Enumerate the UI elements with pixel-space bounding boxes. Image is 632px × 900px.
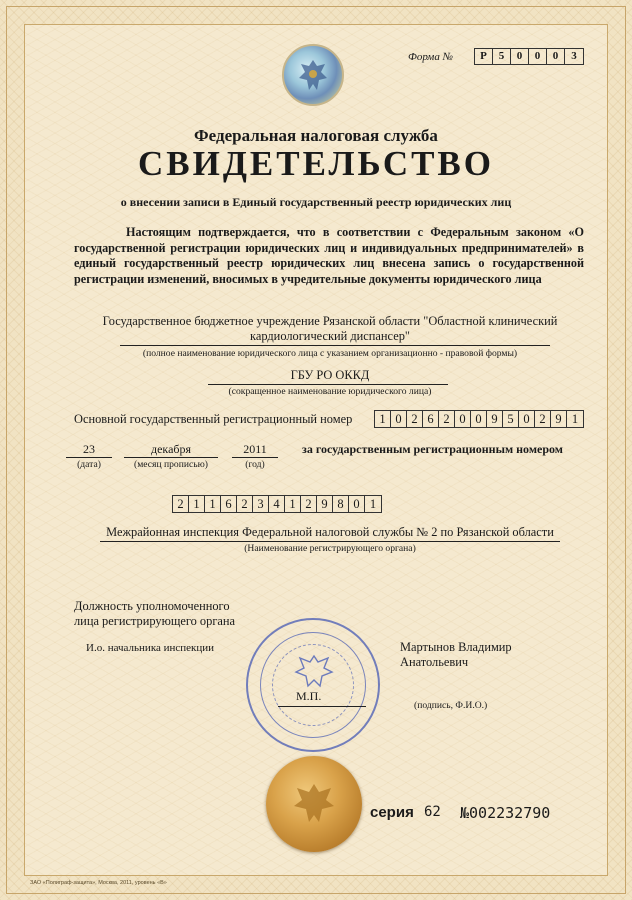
form-code-digit: 0: [547, 49, 565, 64]
divider: [120, 345, 550, 346]
grn-digit: 1: [205, 496, 221, 512]
position-value: И.о. начальника инспекции: [86, 642, 215, 654]
hologram-emblem-icon: [282, 44, 344, 106]
registration-number-label: за государственным регистрационным номером: [302, 442, 563, 456]
form-code-digit: 0: [511, 49, 529, 64]
position-label: [74, 599, 235, 629]
gold-seal-icon: [266, 756, 362, 852]
short-name-caption: (сокращенное наименование юридического лица): [228, 386, 432, 397]
organization-full-name: [80, 314, 580, 344]
registration-day: 23: [83, 442, 95, 456]
year-caption: (год): [245, 459, 265, 470]
grn-digit-boxes: [172, 495, 382, 513]
series-label: серия: [370, 804, 414, 821]
inspection-caption: (Наименование регистрирующего органа): [244, 543, 416, 554]
ogrn-digit: 0: [455, 411, 471, 427]
divider: [124, 457, 218, 458]
grn-digit: 9: [317, 496, 333, 512]
grn-digit: 2: [237, 496, 253, 512]
divider: [232, 457, 278, 458]
ogrn-digit: 1: [571, 412, 579, 426]
ogrn-digit: 5: [503, 411, 519, 427]
form-code-digit: 0: [529, 49, 547, 64]
agency-name: Федеральная налоговая служба: [194, 126, 438, 145]
full-name-caption: (полное наименование юридического лица с указанием организационно - правовой формы): [142, 348, 518, 359]
form-label: Форма №: [408, 51, 453, 63]
ogrn-digit: 9: [551, 411, 567, 427]
organization-short-name: ГБУ РО ОККД: [290, 368, 370, 382]
ogrn-digit: 2: [407, 411, 423, 427]
divider: [278, 706, 366, 707]
organization-full-name-line2: кардиологический диспансер": [250, 329, 410, 343]
ogrn-digit: 2: [439, 411, 455, 427]
form-code-digit: Р: [475, 49, 493, 64]
ogrn-digit: 2: [535, 411, 551, 427]
divider: [208, 384, 448, 385]
grn-digit: 2: [173, 496, 189, 512]
confirmation-paragraph: Настоящим подтверждается, что в соответствии с Федеральным законом «О государственной регистрации юридических лиц и индивидуальных предпринимателей» в единый государственный реестр юридических лиц внесена запись о государственной регистрации изменений, вносимых в учредительные документы юридического лица: [74, 225, 584, 286]
signature-caption: (подпись, Ф.И.О.): [414, 700, 488, 711]
grn-digit: 1: [285, 496, 301, 512]
inspection-name: Межрайонная инспекция Федеральной налоговой службы № 2 по Рязанской области: [106, 525, 554, 539]
grn-digit: 1: [369, 497, 377, 511]
grn-digit: 3: [253, 496, 269, 512]
grn-digit: 4: [269, 496, 285, 512]
form-code-digit: 3: [571, 50, 577, 62]
ogrn-digit: 0: [471, 411, 487, 427]
ogrn-digit-boxes: [374, 410, 584, 428]
grn-digit: 0: [349, 496, 365, 512]
grn-digit: 2: [301, 496, 317, 512]
signer-name-line1: Мартынов Владимир: [400, 640, 512, 654]
document-title: СВИДЕТЕЛЬСТВО: [137, 144, 495, 183]
position-label-line2: лица регистрирующего органа: [74, 614, 236, 628]
ogrn-digit: 0: [519, 411, 535, 427]
grn-digit: 1: [189, 496, 205, 512]
grn-digit: 8: [333, 496, 349, 512]
position-label-line1: Должность уполномоченного: [74, 599, 230, 613]
signer-name: [400, 640, 512, 670]
signer-name-line2: Анатольевич: [400, 655, 469, 669]
registration-year: 2011: [243, 442, 267, 456]
organization-full-name-line1: Государственное бюджетное учреждение Рязанской области "Областной клинический: [102, 314, 558, 328]
serial-number: №002232790: [460, 804, 551, 822]
divider: [100, 541, 560, 542]
form-code-boxes: [474, 48, 584, 65]
grn-digit: 6: [221, 496, 237, 512]
day-caption: (дата): [77, 459, 101, 470]
ogrn-label: Основной государственный регистрационный номер: [74, 412, 353, 426]
ogrn-digit: 9: [487, 411, 503, 427]
ogrn-digit: 1: [375, 411, 391, 427]
registration-month: декабря: [150, 442, 192, 456]
printer-note: ЗАО «Полиграф-защита», Москва, 2011, уровень «В»: [30, 880, 167, 886]
document-subtitle: о внесении записи в Единый государственный реестр юридических лиц: [120, 195, 512, 209]
divider: [66, 457, 112, 458]
month-caption: (месяц прописью): [134, 459, 208, 470]
ogrn-digit: 0: [391, 411, 407, 427]
series-number: 62: [424, 804, 441, 820]
stamp-placeholder-label: М.П.: [296, 689, 322, 703]
ogrn-digit: 6: [423, 411, 439, 427]
form-code-digit: 5: [493, 49, 511, 64]
